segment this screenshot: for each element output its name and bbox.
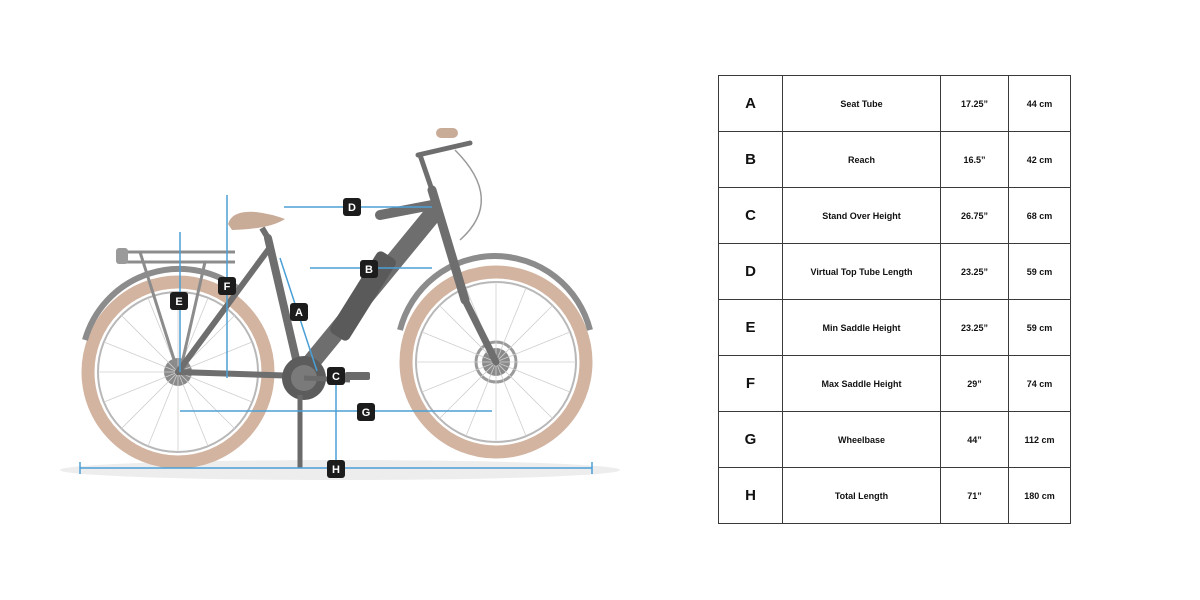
row-inches: 16.5” (941, 132, 1009, 188)
marker-a (290, 303, 308, 321)
marker-c (327, 367, 345, 385)
marker-f (218, 277, 236, 295)
row-inches: 23.25” (941, 244, 1009, 300)
row-cm: 59 cm (1009, 244, 1071, 300)
row-measure-name: Max Saddle Height (783, 356, 941, 412)
geometry-table (718, 75, 1071, 524)
row-cm: 44 cm (1009, 76, 1071, 132)
cable-loop (455, 150, 481, 240)
row-measure-name: Total Length (783, 468, 941, 524)
seat-post (262, 228, 268, 238)
table-row (719, 244, 1071, 300)
row-cm: 68 cm (1009, 188, 1071, 244)
row-letter: H (719, 468, 783, 524)
row-inches: 44” (941, 412, 1009, 468)
marker-e (170, 292, 188, 310)
saddle (228, 212, 285, 230)
table-row (719, 356, 1071, 412)
row-inches: 23.25” (941, 300, 1009, 356)
marker-d (343, 198, 361, 216)
table-row (719, 412, 1071, 468)
svg-text:E: E (175, 296, 183, 308)
row-measure-name: Seat Tube (783, 76, 941, 132)
row-letter: E (719, 300, 783, 356)
row-inches: 26.75” (941, 188, 1009, 244)
row-cm: 59 cm (1009, 300, 1071, 356)
row-measure-name: Reach (783, 132, 941, 188)
svg-text:D: D (348, 202, 356, 214)
row-letter: B (719, 132, 783, 188)
row-inches: 29” (941, 356, 1009, 412)
table-row (719, 76, 1071, 132)
svg-text:C: C (332, 371, 340, 383)
table-row (719, 300, 1071, 356)
table-row (719, 132, 1071, 188)
row-inches: 71” (941, 468, 1009, 524)
rear-light (116, 248, 128, 264)
grip (436, 128, 458, 138)
row-measure-name: Virtual Top Tube Length (783, 244, 941, 300)
row-measure-name: Min Saddle Height (783, 300, 941, 356)
row-letter: C (719, 188, 783, 244)
row-letter: A (719, 76, 783, 132)
row-cm: 74 cm (1009, 356, 1071, 412)
row-inches: 17.25” (941, 76, 1009, 132)
row-measure-name: Wheelbase (783, 412, 941, 468)
table-row (719, 188, 1071, 244)
marker-b (360, 260, 378, 278)
row-cm: 180 cm (1009, 468, 1071, 524)
table-row (719, 468, 1071, 524)
svg-text:G: G (361, 407, 371, 419)
svg-text:A: A (295, 307, 303, 319)
row-cm: 112 cm (1009, 412, 1071, 468)
svg-text:H: H (332, 464, 340, 476)
row-letter: G (719, 412, 783, 468)
row-cm: 42 cm (1009, 132, 1071, 188)
svg-text:F: F (223, 281, 231, 293)
row-letter: F (719, 356, 783, 412)
svg-text:B: B (365, 264, 373, 276)
row-letter: D (719, 244, 783, 300)
marker-h (327, 460, 345, 478)
marker-g (357, 403, 375, 421)
handlebar (418, 143, 470, 190)
row-measure-name: Stand Over Height (783, 188, 941, 244)
pedal (345, 372, 370, 380)
